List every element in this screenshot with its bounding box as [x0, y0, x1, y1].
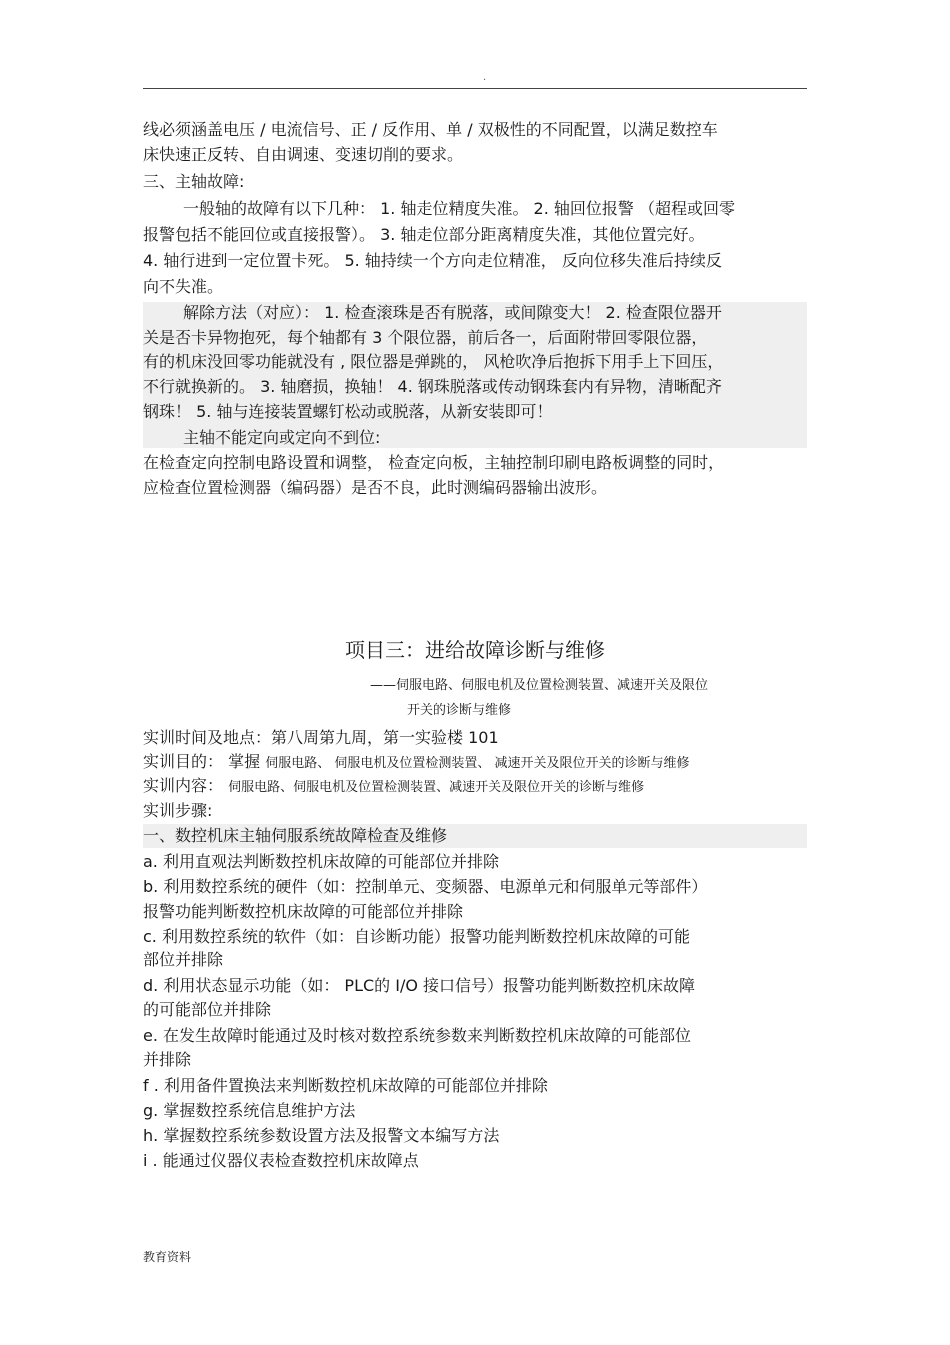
list-item: a. 利用直观法判断数控机床故障的可能部位并排除: [143, 852, 499, 871]
list-item-cont: 的可能部位并排除: [143, 1000, 272, 1019]
body-line: 报警包括不能回位或直接报警）。 3. 轴走位部分距离精度失准，其他位置完好。: [143, 225, 705, 244]
body-line: 不行就换新的。 3. 轴磨损，换轴！ 4. 钢珠脱落或传动钢珠套内有异物，清晰配齐: [143, 377, 722, 396]
section-heading: 三、主轴故障:: [143, 172, 245, 191]
list-item-cont: 报警功能判断数控机床故障的可能部位并排除: [143, 902, 464, 921]
header-mark: .: [483, 72, 487, 83]
training-content: [143, 774, 644, 800]
body-line: 4. 轴行进到一定位置卡死。 5. 轴持续一个方向走位精准， 反向位移失准后持续反: [143, 251, 722, 270]
steps-heading: 一、数控机床主轴伺服系统故障检查及维修: [143, 826, 448, 845]
list-item: h. 掌握数控系统参数设置方法及报警文本编写方法: [143, 1126, 500, 1145]
list-item-cont: 并排除: [143, 1050, 192, 1069]
project-title: 项目三：进给故障诊断与维修: [345, 638, 605, 662]
body-line: 线必须涵盖电压 / 电流信号、正 / 反作用、单 / 双极性的不同配置，以满足数控车: [143, 120, 718, 139]
training-content-text: 伺服电路、伺服电机及位置检测装置、减速开关及限位开关的诊断与维修: [228, 780, 645, 795]
project-subtitle-cont: 开关的诊断与维修: [407, 703, 512, 718]
list-item: b. 利用数控系统的硬件（如：控制单元、变频器、电源单元和伺服单元等部件）: [143, 877, 708, 896]
body-line: 解除方法（对应）： 1. 检查滚珠是否有脱落，或间隙变大！ 2. 检查限位器开: [183, 303, 722, 322]
training-time-place: 实训时间及地点：第八周第九周，第一实验楼 101: [143, 728, 499, 747]
training-content-label: 实训内容：: [143, 776, 224, 795]
body-line: 应检查位置检测器（编码器）是否不良，此时测编码器输出波形。: [143, 478, 608, 497]
footer-text: 教育资料: [143, 1250, 192, 1264]
body-line: 钢珠！ 5. 轴与连接装置螺钉松动或脱落，从新安装即可！: [143, 402, 553, 421]
training-steps-label: 实训步骤:: [143, 801, 213, 820]
list-item-cont: 部位并排除: [143, 950, 224, 969]
list-item: g. 掌握数控系统信息维护方法: [143, 1101, 356, 1120]
list-item: c. 利用数控系统的软件（如：自诊断功能）报警功能判断数控机床故障的可能: [143, 927, 690, 946]
list-item: e. 在发生故障时能通过及时核对数控系统参数来判断数控机床故障的可能部位: [143, 1026, 692, 1045]
body-line: 关是否卡异物抱死，每个轴都有 3 个限位器，前后各一，后面附带回零限位器，: [143, 328, 708, 347]
body-line: 在检查定向控制电路设置和调整， 检查定向板，主轴控制印刷电路板调整的同时，: [143, 453, 725, 472]
body-line: 主轴不能定向或定向不到位:: [183, 428, 381, 447]
header-rule: [143, 88, 807, 89]
body-line: 有的机床没回零功能就没有 , 限位器是弹跳的， 风枪吹净后抱拆下用手上下回压，: [143, 352, 724, 371]
training-purpose: [143, 750, 689, 776]
training-purpose-label: 实训目的： 掌握: [143, 752, 261, 771]
body-line: 床快速正反转、自由调速、变速切削的要求。: [143, 145, 464, 164]
list-item: i . 能通过仪器仪表检查数控机床故障点: [143, 1151, 419, 1170]
training-purpose-text: 伺服电路、 伺服电机及位置检测装置、 减速开关及限位开关的诊断与维修: [265, 756, 690, 771]
list-item: f . 利用备件置换法来判断数控机床故障的可能部位并排除: [143, 1076, 548, 1095]
list-item: d. 利用状态显示功能（如： PLC的 I/O 接口信号）报警功能判断数控机床故障: [143, 976, 696, 995]
body-line: 一般轴的故障有以下几种： 1. 轴走位精度失准。 2. 轴回位报警 （超程或回零: [183, 199, 735, 218]
body-line: 向不失准。: [143, 277, 224, 296]
project-subtitle: ——伺服电路、伺服电机及位置检测装置、减速开关及限位: [370, 678, 709, 693]
